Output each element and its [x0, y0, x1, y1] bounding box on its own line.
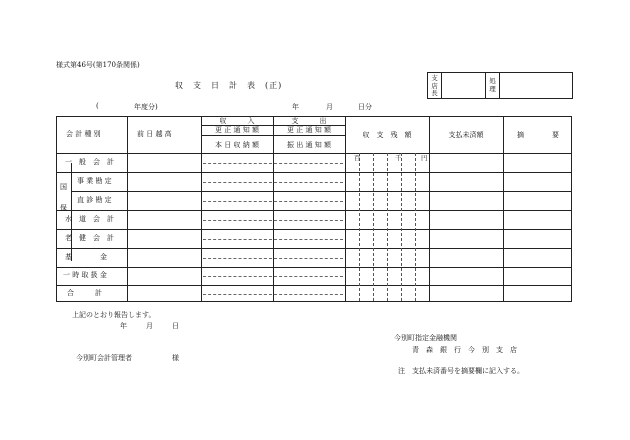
dash-5	[203, 239, 343, 240]
header-expense: 支 出	[291, 117, 327, 125]
row-general-account: 一 般 会 計	[65, 158, 114, 166]
form-number: 様式第46号(第170条関係)	[56, 61, 140, 69]
income-expense-subline-2	[201, 135, 345, 136]
row-business-account: 事 業 勘 定	[77, 177, 112, 185]
row-temporary-funds: 一 時 取 扱 金	[63, 271, 107, 279]
approval-stamp-branch-manager[interactable]	[442, 73, 486, 98]
header-income-today: 本 日 収 納 額	[215, 141, 259, 149]
report-date-day: 日	[172, 322, 179, 330]
header-bottom-line	[57, 153, 571, 154]
col-divider-4	[345, 117, 346, 301]
approval-box	[427, 72, 573, 99]
report-note: 上記のとおり報告します。	[72, 311, 156, 319]
period-open: (	[96, 102, 99, 110]
header-balance: 収 支 残 額	[362, 131, 412, 139]
unit-yen: 円	[421, 154, 428, 162]
row-line-5	[57, 248, 571, 249]
dash-1	[203, 163, 343, 164]
header-income-correction: 更 正 通 知 額	[215, 126, 259, 134]
period-day: 日分	[358, 103, 372, 111]
balance-digit-sep-5	[415, 153, 416, 301]
approval-label-processing: 処理	[486, 73, 500, 98]
balance-digit-sep-1	[359, 153, 360, 301]
balance-digit-sep-2	[373, 153, 374, 301]
col-divider-5	[429, 117, 430, 301]
report-date-year: 年	[120, 322, 127, 330]
col-divider-6	[503, 117, 504, 301]
unit-hundred-million: 百	[354, 154, 361, 162]
balance-digit-sep-3	[387, 153, 388, 301]
period-month: 月	[326, 103, 333, 111]
dash-6	[203, 258, 343, 259]
manager-honorific: 様	[172, 354, 179, 362]
period-fiscal-year: 年度分)	[134, 103, 158, 111]
dash-7	[203, 276, 343, 277]
dash-4	[203, 220, 343, 221]
row-line-7	[57, 285, 571, 286]
row-fund: 基 金	[65, 253, 107, 261]
header-income: 収 入	[219, 117, 255, 125]
row-clinic-account: 直 診 勘 定	[77, 196, 112, 204]
row-line-3	[57, 210, 571, 211]
unit-thousand: 千	[395, 154, 402, 162]
row-water-account: 水 道 会 計	[65, 215, 114, 223]
row-line-1	[57, 172, 571, 173]
approval-label-branch-manager: 支店長	[428, 73, 442, 98]
form-title: 収 支 日 計 表 (正)	[175, 81, 283, 90]
kokuho-group-label: 国保	[60, 183, 67, 212]
dash-2	[203, 182, 343, 183]
header-account-type: 会 計 種 別	[66, 130, 101, 138]
header-remarks: 摘 要	[517, 131, 559, 139]
bank-name: 青 森 銀 行 今 別 支 店	[412, 346, 517, 354]
row-total: 合 計	[67, 289, 102, 297]
header-expense-transfer: 振 出 通 知 額	[287, 141, 331, 149]
daily-balance-table	[56, 116, 572, 302]
header-unpaid: 支払未済額	[448, 131, 484, 139]
row-line-4	[57, 229, 571, 230]
unpaid-note: 注 支払未済番号を摘要欄に記入する。	[398, 367, 524, 375]
approval-stamp-processing[interactable]	[500, 73, 572, 98]
balance-digit-sep-4	[401, 153, 402, 301]
accounting-manager: 今別町会計管理者	[76, 354, 132, 362]
col-divider-1	[127, 117, 128, 301]
header-expense-correction: 更 正 通 知 額	[287, 126, 331, 134]
bank-designation: 今別町指定金融機関	[394, 334, 457, 342]
row-elderly-health-account: 老 健 会 計	[65, 234, 114, 242]
header-prev-balance: 前 日 越 高	[137, 130, 172, 138]
period-year: 年	[292, 103, 299, 111]
dash-3	[203, 201, 343, 202]
dash-8	[203, 294, 343, 295]
kokuho-divider	[71, 163, 72, 261]
row-line-2	[71, 191, 571, 192]
row-line-6	[57, 267, 571, 268]
report-date-month: 月	[146, 322, 153, 330]
